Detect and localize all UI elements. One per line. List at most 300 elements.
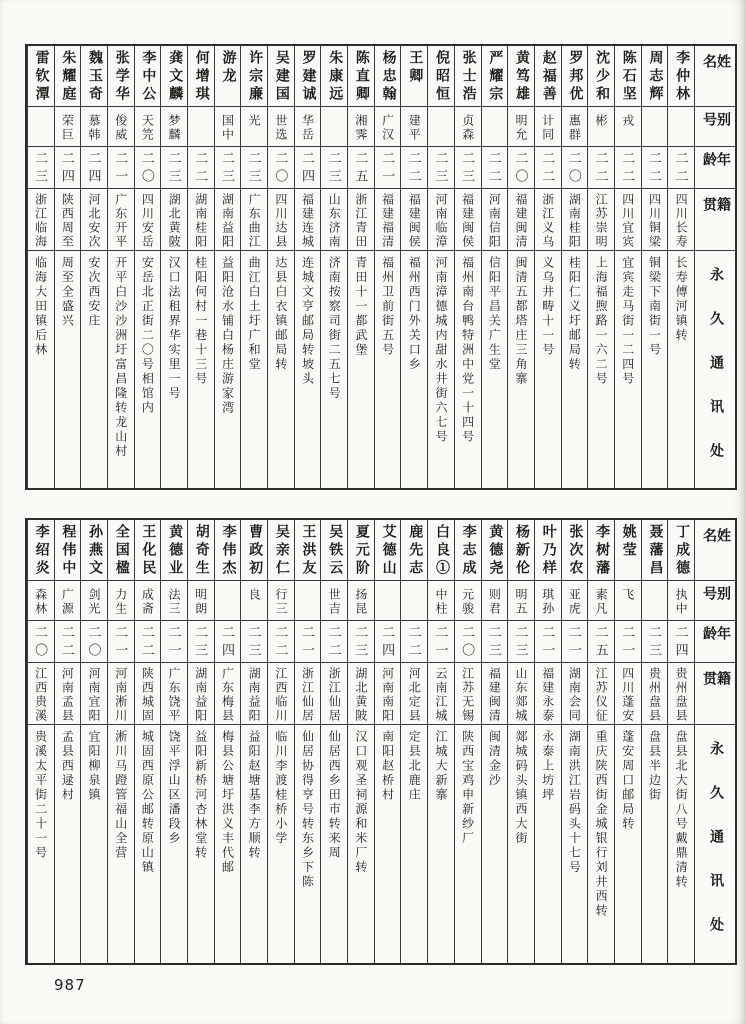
entry-native-cell (508, 188, 534, 250)
entry-name: 周志辉 (647, 50, 663, 104)
entry-native: 广东梅县 (220, 667, 235, 723)
entry-alias: 国中 (220, 114, 235, 142)
entry-name-cell (268, 520, 294, 580)
entry-age-cell (642, 146, 668, 188)
entry-age: 二一 (113, 151, 129, 187)
entry-column (667, 520, 694, 963)
entry-alias-cell (321, 106, 347, 146)
entry-native-cell (241, 662, 267, 724)
entry-address-cell (535, 724, 561, 963)
entry-native: 湖南桂阳 (193, 193, 208, 249)
entry-age: 二二 (139, 625, 155, 661)
entry-native-cell (642, 188, 668, 250)
entry-age-cell (401, 146, 427, 188)
entry-age: 二三 (193, 625, 209, 661)
entry-age: 二二 (673, 151, 689, 187)
entry-name: 张学华 (113, 50, 129, 104)
entry-age-cell (508, 146, 534, 188)
entry-age: 二三 (219, 151, 235, 187)
entry-native: 河南南阳 (380, 667, 395, 723)
entry-name: 曹政初 (247, 524, 263, 578)
entry-column (400, 520, 427, 963)
entry-name: 张次农 (567, 524, 583, 578)
entry-alias-cell (482, 580, 508, 620)
entry-age-cell (588, 620, 614, 662)
entry-alias-cell (401, 580, 427, 620)
column-header-alias-label: 别号 (701, 112, 730, 131)
entry-address-cell (295, 250, 321, 488)
entry-address-cell (348, 250, 374, 488)
entry-address: 重庆陕西街金城银行刘井西转 (594, 730, 609, 919)
entry-name-cell (588, 46, 614, 106)
entry-address-cell (668, 250, 694, 488)
entry-address-cell (81, 250, 107, 488)
entry-native: 江苏崇明 (594, 193, 609, 249)
entry-column (320, 520, 347, 963)
entry-name: 王化民 (140, 524, 156, 578)
entry-column (507, 46, 534, 488)
entry-native-cell (268, 188, 294, 250)
entry-name: 孙燕文 (87, 524, 103, 578)
entry-address-cell (482, 724, 508, 963)
entry-name: 倪昭恒 (433, 50, 449, 104)
entry-address-cell (55, 250, 81, 488)
entry-alias: 元骏 (460, 588, 475, 616)
entry-column (27, 520, 54, 963)
entry-address: 江城大新寨 (433, 730, 448, 803)
entry-age: 二一 (620, 625, 636, 661)
entry-age: 二〇 (273, 151, 289, 187)
entry-alias: 力生 (113, 588, 128, 616)
entry-age-cell (215, 146, 241, 188)
entry-alias: 良 (247, 588, 262, 602)
entry-address: 桂阳仁义圩邮局转 (567, 256, 582, 372)
entry-age-cell (562, 146, 588, 188)
entry-address-cell (375, 250, 401, 488)
entry-name: 艾德山 (380, 524, 396, 578)
entry-age: 二二 (486, 151, 502, 187)
entry-name: 夏元阶 (353, 524, 369, 578)
entry-age-cell (321, 146, 347, 188)
entry-native-cell (241, 188, 267, 250)
entry-native: 江西临川 (273, 667, 288, 723)
entry-native: 江苏无锡 (460, 667, 475, 723)
entry-age: 二四 (673, 625, 689, 661)
entry-age: 二二 (540, 151, 556, 187)
entry-name-cell (215, 520, 241, 580)
entry-native-cell (295, 188, 321, 250)
entry-address: 宜宾走马街一二四号 (620, 256, 635, 387)
entry-native: 陕西城固 (140, 667, 155, 723)
column-header-native-label: 籍贯 (701, 197, 730, 227)
entry-address-cell (55, 724, 81, 963)
entry-native-cell (668, 188, 694, 250)
entry-native: 广东曲江 (247, 193, 262, 249)
entry-alias-cell (161, 106, 187, 146)
entry-alias-cell (215, 106, 241, 146)
entry-address-cell (81, 724, 107, 963)
entry-native-cell (668, 662, 694, 724)
entry-name-cell (135, 520, 161, 580)
entry-address-cell (455, 250, 481, 488)
entry-name-cell (188, 46, 214, 106)
entry-native: 江苏仪征 (594, 667, 609, 723)
entry-age: 二一 (566, 625, 582, 661)
entry-address-cell (215, 250, 241, 488)
entry-address: 仙居西乡田市转来周 (327, 730, 342, 861)
column-header-native (695, 662, 735, 724)
entry-alias-cell (215, 580, 241, 620)
entry-alias-cell (81, 580, 107, 620)
entry-alias: 中柱 (433, 588, 448, 616)
entry-address-cell (588, 250, 614, 488)
entry-alias-cell (375, 580, 401, 620)
entry-column (320, 46, 347, 488)
entry-native-cell (81, 662, 107, 724)
entry-address-cell (241, 250, 267, 488)
entry-column (454, 520, 481, 963)
entry-name: 姚莹 (620, 524, 636, 560)
entry-address-cell (108, 250, 134, 488)
column-header-address (695, 250, 735, 488)
entry-age: 二三 (353, 625, 369, 661)
entry-native-cell (215, 188, 241, 250)
entry-native: 湖南会同 (567, 667, 582, 723)
entry-name-cell (81, 520, 107, 580)
entry-alias-cell (642, 106, 668, 146)
entry-address-cell (562, 250, 588, 488)
entry-name: 王卿 (407, 50, 423, 86)
entry-name-cell (455, 46, 481, 106)
entry-native-cell (482, 662, 508, 724)
entry-address-cell (215, 724, 241, 963)
page-number: 987 (54, 976, 86, 994)
entry-age: 二四 (59, 151, 75, 187)
entry-name: 丁成德 (674, 524, 690, 578)
entry-native: 福建连城 (300, 193, 315, 249)
entry-alias: 明朗 (193, 588, 208, 616)
entry-age: 二一 (300, 625, 316, 661)
directory-table-bottom (25, 518, 737, 965)
entry-address: 汉口法租界华实里一号 (167, 256, 182, 401)
column-header-address-label: 永久通讯处 (708, 267, 723, 487)
entry-column (347, 46, 374, 488)
entry-address: 长寿傅河镇转 (674, 256, 689, 343)
entry-age: 二二 (406, 151, 422, 187)
entry-address: 孟县西逯村 (60, 730, 75, 803)
entry-native: 湖南益阳 (247, 667, 262, 723)
entry-name: 朱耀庭 (60, 50, 76, 104)
entry-alias: 荣巨 (60, 114, 75, 142)
entry-age-cell (28, 146, 54, 188)
entry-age: 二二 (406, 625, 422, 661)
entry-name-cell (188, 520, 214, 580)
entry-age-cell (482, 620, 508, 662)
entry-address-cell (321, 724, 347, 963)
column-header-native-label: 籍贯 (701, 671, 730, 701)
entry-native: 四川长寿 (674, 193, 689, 249)
entry-name: 李树藩 (594, 524, 610, 578)
entry-age: 二五 (353, 151, 369, 187)
column-header-address-label: 永久通讯处 (708, 741, 723, 961)
entry-alias-cell (295, 106, 321, 146)
entry-age-cell (375, 146, 401, 188)
entry-address-cell (108, 724, 134, 963)
entry-name: 游龙 (220, 50, 236, 86)
entry-alias: 亚虎 (567, 588, 582, 616)
entry-name: 罗邦优 (567, 50, 583, 104)
entry-column (561, 520, 588, 963)
column-header-age-label: 年龄 (701, 626, 730, 645)
entry-age-cell (668, 146, 694, 188)
entry-column (347, 520, 374, 963)
entry-native-cell (108, 662, 134, 724)
entry-native-cell (455, 188, 481, 250)
entry-alias-cell (668, 580, 694, 620)
entry-alias: 则君 (487, 588, 502, 616)
entry-column (614, 46, 641, 488)
entry-native: 浙江仙居 (327, 667, 342, 723)
entry-alias: 梦麟 (167, 114, 182, 142)
entry-name: 朱康远 (327, 50, 343, 104)
entry-name-cell (241, 520, 267, 580)
entry-address: 蓬安周口邮局转 (620, 730, 635, 832)
entry-native: 四川达县 (273, 193, 288, 249)
entry-alias: 素凡 (594, 588, 609, 616)
entry-age-cell (135, 620, 161, 662)
entry-column (641, 46, 668, 488)
entry-address: 上海福煦路一六二号 (594, 256, 609, 387)
entry-native-cell (188, 188, 214, 250)
header-column (694, 520, 735, 963)
entry-address: 闽清五都塔庄三角寨 (514, 256, 529, 387)
entry-native-cell (28, 188, 54, 250)
entry-address: 河南漳德城内甜水井街六七号 (433, 256, 448, 445)
entry-address: 周至全盛兴 (60, 256, 75, 329)
entry-name-cell (81, 46, 107, 106)
entry-column (481, 520, 508, 963)
entry-column (614, 520, 641, 963)
entry-column (107, 520, 134, 963)
entry-native: 广东开平 (113, 193, 128, 249)
entry-column (400, 46, 427, 488)
entry-age: 二三 (166, 151, 182, 187)
entry-address-cell (642, 724, 668, 963)
entry-age: 二三 (486, 625, 502, 661)
entry-name: 李中公 (140, 50, 156, 104)
entry-alias-cell (588, 580, 614, 620)
entry-age: 二三 (513, 625, 529, 661)
entry-native: 山东济南 (327, 193, 342, 249)
entry-name-cell (428, 46, 454, 106)
entry-native: 四川安岳 (140, 193, 155, 249)
entry-age-cell (188, 146, 214, 188)
entry-address: 永泰上坊坪 (540, 730, 555, 803)
entry-address: 福州西门外关口乡 (407, 256, 422, 372)
entry-name: 李绍炎 (33, 524, 49, 578)
entry-age: 二〇 (513, 151, 529, 187)
entry-address: 临海大田镇后林 (33, 256, 48, 358)
entry-address: 闽清金沙 (487, 730, 502, 788)
entry-age: 二〇 (460, 625, 476, 661)
column-header-address (695, 724, 735, 963)
entry-alias: 贞森 (460, 114, 475, 142)
entry-address: 安岳北正街二〇号相馆内 (140, 256, 155, 416)
entry-native-cell (55, 188, 81, 250)
entry-native-cell (535, 188, 561, 250)
entry-column (294, 520, 321, 963)
entry-address-cell (588, 724, 614, 963)
entry-alias-cell (375, 106, 401, 146)
entry-address-cell (668, 724, 694, 963)
entry-address-cell (348, 724, 374, 963)
column-header-name (695, 46, 735, 106)
entry-column (267, 46, 294, 488)
entry-alias: 行三 (273, 588, 288, 616)
entry-address: 陕西宝鸡申新纱厂 (460, 730, 475, 846)
entry-name-cell (28, 46, 54, 106)
entry-name: 王洪友 (300, 524, 316, 578)
entry-native: 四川宜宾 (620, 193, 635, 249)
entry-alias-cell (535, 580, 561, 620)
entry-alias-cell (508, 106, 534, 146)
entry-native: 云南江城 (433, 667, 448, 723)
entry-column (561, 46, 588, 488)
entry-name-cell (615, 46, 641, 106)
entry-address: 淅川马蹬管福山全营 (113, 730, 128, 861)
entry-address-cell (268, 724, 294, 963)
entry-age-cell (241, 146, 267, 188)
entry-native: 河南淅川 (113, 667, 128, 723)
entry-name: 李仲林 (674, 50, 690, 104)
entry-address: 临川李渡桂桥小学 (273, 730, 288, 846)
entry-address: 仙居协得亨号转东乡下陈 (300, 730, 315, 890)
entry-native-cell (55, 662, 81, 724)
entry-address: 湖南洪江岩码头十七号 (567, 730, 582, 875)
entry-address-cell (428, 724, 454, 963)
entry-age-cell (588, 146, 614, 188)
entry-address-cell (375, 724, 401, 963)
entry-age: 二三 (246, 625, 262, 661)
entry-address: 开平白沙沙洲圩富昌隆转龙山村 (113, 256, 128, 459)
entry-name-cell (321, 46, 347, 106)
entry-address: 铜梁下南街一号 (647, 256, 662, 358)
entry-column (187, 46, 214, 488)
entry-native-cell (108, 188, 134, 250)
entry-alias: 世吉 (327, 588, 342, 616)
entry-alias: 天笎 (140, 114, 155, 142)
entry-age-cell (455, 146, 481, 188)
entry-native-cell (135, 188, 161, 250)
entry-address-cell (508, 724, 534, 963)
entry-name: 黄笃雄 (514, 50, 530, 104)
entry-native-cell (482, 188, 508, 250)
entry-alias-cell (135, 106, 161, 146)
entry-age: 二三 (246, 151, 262, 187)
column-header-alias (695, 580, 735, 620)
entry-age-cell (482, 146, 508, 188)
entry-age: 二〇 (566, 151, 582, 187)
entry-native: 福建闽清 (514, 193, 529, 249)
entry-alias-cell (455, 106, 481, 146)
entry-name: 聂藩昌 (647, 524, 663, 578)
entry-name: 吴亲仁 (273, 524, 289, 578)
entry-age-cell (188, 620, 214, 662)
entry-alias-cell (642, 580, 668, 620)
entry-name-cell (321, 520, 347, 580)
entry-alias-cell (188, 106, 214, 146)
entry-alias: 广汉 (380, 114, 395, 142)
entry-column (427, 520, 454, 963)
entry-address-cell (615, 724, 641, 963)
entry-age-cell (161, 620, 187, 662)
entry-age-cell (615, 620, 641, 662)
entry-name-cell (135, 46, 161, 106)
entry-column (534, 46, 561, 488)
entry-alias: 世选 (273, 114, 288, 142)
entry-address: 连城文亨邮局转坡头 (300, 256, 315, 387)
header-column (694, 46, 735, 488)
entry-native-cell (375, 662, 401, 724)
entry-column (267, 520, 294, 963)
entry-column (427, 46, 454, 488)
directory-table-top (25, 44, 737, 490)
entry-age: 二三 (460, 151, 476, 187)
entry-name: 黄德尧 (487, 524, 503, 578)
entry-address: 饶平浮山区潘段乡 (167, 730, 182, 846)
entry-name-cell (241, 46, 267, 106)
entry-age-cell (28, 620, 54, 662)
entry-age-cell (321, 620, 347, 662)
entry-native-cell (428, 662, 454, 724)
entry-address-cell (321, 250, 347, 488)
entry-name-cell (375, 520, 401, 580)
entry-alias: 法三 (167, 588, 182, 616)
entry-age: 二二 (620, 151, 636, 187)
entry-address-cell (562, 724, 588, 963)
entry-address: 宜阳柳泉镇 (87, 730, 102, 803)
entry-age-cell (562, 620, 588, 662)
entry-age-cell (455, 620, 481, 662)
entry-native-cell (588, 662, 614, 724)
entry-name-cell (28, 520, 54, 580)
entry-age-cell (81, 620, 107, 662)
entry-alias-cell (401, 106, 427, 146)
entry-native-cell (161, 188, 187, 250)
entry-name: 全国楹 (113, 524, 129, 578)
entry-column (374, 520, 401, 963)
entry-alias-cell (295, 580, 321, 620)
entry-native-cell (135, 662, 161, 724)
entry-native: 河北安次 (87, 193, 102, 249)
entry-native: 河南宜阳 (87, 667, 102, 723)
column-header-alias (695, 106, 735, 146)
entry-alias-cell (508, 580, 534, 620)
entry-address: 盘县半边街 (647, 730, 662, 803)
entry-name: 鹿先志 (407, 524, 423, 578)
entry-column (534, 520, 561, 963)
entry-address-cell (508, 250, 534, 488)
entry-name-cell (535, 520, 561, 580)
entry-name-cell (615, 520, 641, 580)
entry-column (481, 46, 508, 488)
entry-alias-cell (428, 580, 454, 620)
entry-alias: 琪孙 (540, 588, 555, 616)
entry-age-cell (268, 146, 294, 188)
entry-name: 何增琪 (193, 50, 209, 104)
entry-address-cell (188, 250, 214, 488)
entry-name-cell (295, 46, 321, 106)
